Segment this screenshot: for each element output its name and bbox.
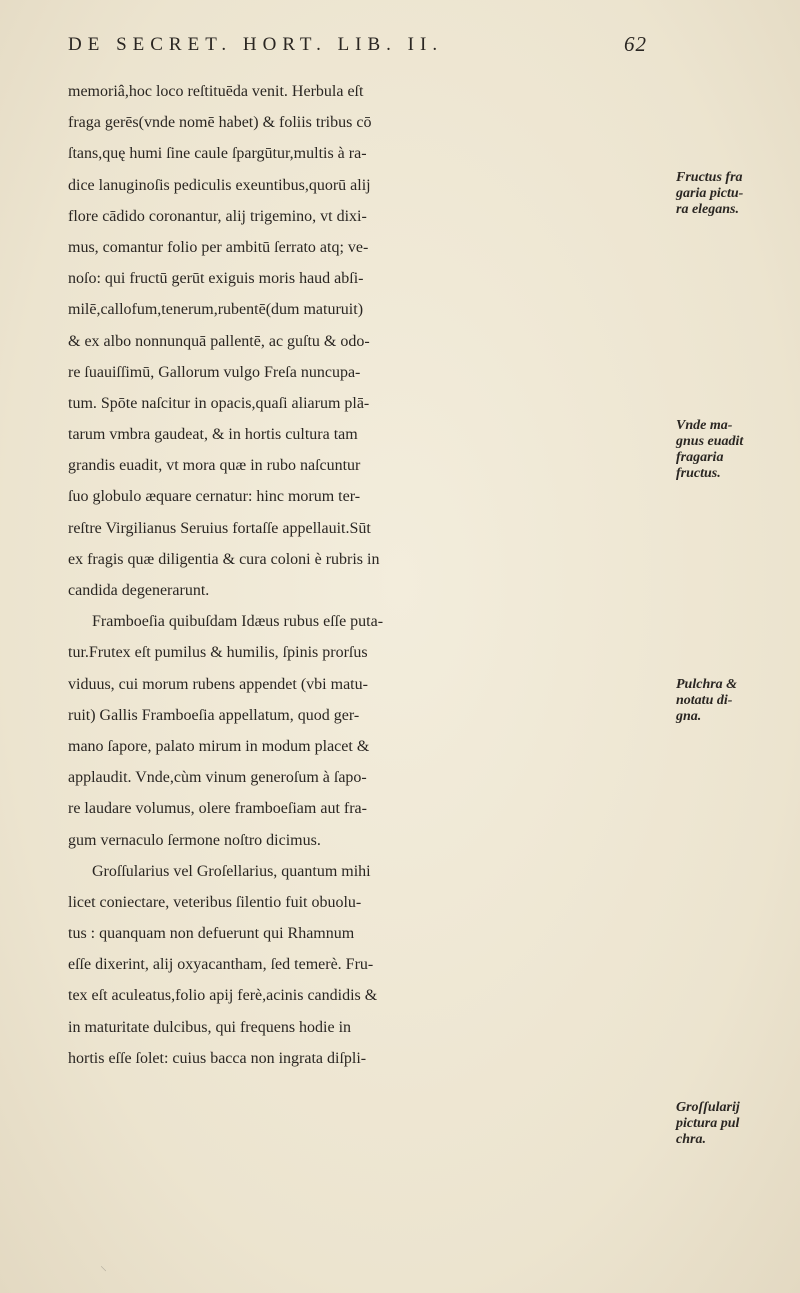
marginal-note-line: ra elegans.: [676, 202, 739, 217]
paragraph-start-line: Groſſularius vel Groſellarius, quantum mihi: [92, 862, 371, 880]
marginal-note: [676, 677, 737, 725]
marginal-note: [676, 170, 743, 218]
text-line: tus : quanquam non defuerunt qui Rhamnum: [68, 925, 355, 943]
text-line: ex fragis quæ diligentia & cura coloni è rubris in: [68, 550, 380, 568]
text-line: eſſe dixerint, alij oxyacantham, ſed temerè. Fru-: [68, 956, 374, 974]
text-line: dice lanuginoſis pediculis exeuntibus,quorū alij: [68, 176, 371, 194]
marginal-note-line: Groſſularij: [676, 1100, 740, 1115]
text-line: re laudare volumus, olere framboeſiam aut fra-: [68, 800, 367, 818]
text-line: candida degenerarunt.: [68, 582, 210, 599]
text-line: tur.Frutex eſt pumilus & humilis, ſpinis prorſus: [68, 644, 368, 662]
marginal-note: [676, 1100, 740, 1148]
text-line: in maturitate dulcibus, qui frequens hodie in: [68, 1018, 352, 1036]
marginal-note-line: gna.: [676, 709, 702, 724]
text-line: mano ſapore, palato mirum in modum placet &: [68, 737, 370, 755]
marginal-note-line: Vnde ma-: [676, 418, 733, 433]
paper-smudge: ⸌: [100, 1264, 107, 1280]
text-line: licet coniectare, veteribus ſilentio fuit obuolu-: [68, 893, 362, 911]
marginal-note-line: pictura pul: [676, 1116, 740, 1131]
text-line: flore cādido coronantur, alij trigemino, vt dixi-: [68, 207, 367, 225]
text-line: tum. Spōte naſcitur in opacis,quaſi aliarum plā-: [68, 394, 370, 412]
text-line: grandis euadit, vt mora quæ in rubo naſcuntur: [68, 457, 361, 475]
marginal-note-line: fragaria: [676, 450, 724, 465]
text-line: mus, comantur folio per ambitū ſerrato atq; ve-: [68, 238, 369, 256]
text-line: & ex albo nonnunquā pallentē, ac guſtu & odo-: [68, 332, 370, 350]
text-line: reſtre Virgilianus Seruius fortaſſe appellauit.Sūt: [68, 519, 371, 537]
page-number: 62: [624, 32, 647, 56]
marginal-note-line: chra.: [676, 1132, 706, 1147]
paragraph-start-line: Framboeſia quibuſdam Idæus rubus eſſe puta-: [92, 613, 384, 631]
text-line: noſo: qui fructū gerūt exiguis moris haud abſi-: [68, 270, 364, 288]
text-line: re ſuauiſſimū, Gallorum vulgo Freſa nuncupa-: [68, 363, 361, 381]
marginal-note-line: garia pictu-: [676, 186, 744, 201]
text-line: memoriâ,hoc loco reſtituēda venit. Herbula eſt: [68, 83, 364, 100]
marginal-note-line: gnus euadit: [676, 434, 744, 449]
text-line: ſuo globulo æquare cernatur: hinc morum ter-: [68, 488, 361, 506]
marginal-note-line: fructus.: [676, 466, 721, 481]
text-line: gum vernaculo ſermone noſtro dicimus.: [68, 831, 321, 849]
text-line: applaudit. Vnde,cùm vinum generoſum à ſapo-: [68, 769, 367, 787]
marginal-note-line: notatu di-: [676, 693, 733, 708]
text-line: fraga gerēs(vnde nomē habet) & foliis tribus cō: [68, 114, 372, 132]
text-line: viduus, cui morum rubens appendet (vbi matu-: [68, 675, 368, 693]
text-line: hortis eſſe ſolet: cuius bacca non ingrata diſpli-: [68, 1049, 367, 1067]
text-line: milē,callofum,tenerum,rubentē(dum maturuit): [68, 301, 364, 319]
text-line: tex eſt aculeatus,folio apij ferè,acinis candidis &: [68, 987, 378, 1005]
text-line: ruit) Gallis Framboeſia appellatum, quod ger-: [68, 706, 360, 724]
marginal-note-line: Pulchra &: [676, 677, 738, 692]
text-line: ſtans,quę humi ſine caule ſpargūtur,multis à ra-: [68, 145, 367, 163]
marginal-note: [676, 418, 743, 482]
running-title: DE SECRET. HORT. LIB. II.: [68, 34, 444, 55]
text-line: tarum vmbra gaudeat, & in hortis cultura tam: [68, 426, 358, 444]
marginal-note-line: Fructus fra: [676, 170, 743, 185]
